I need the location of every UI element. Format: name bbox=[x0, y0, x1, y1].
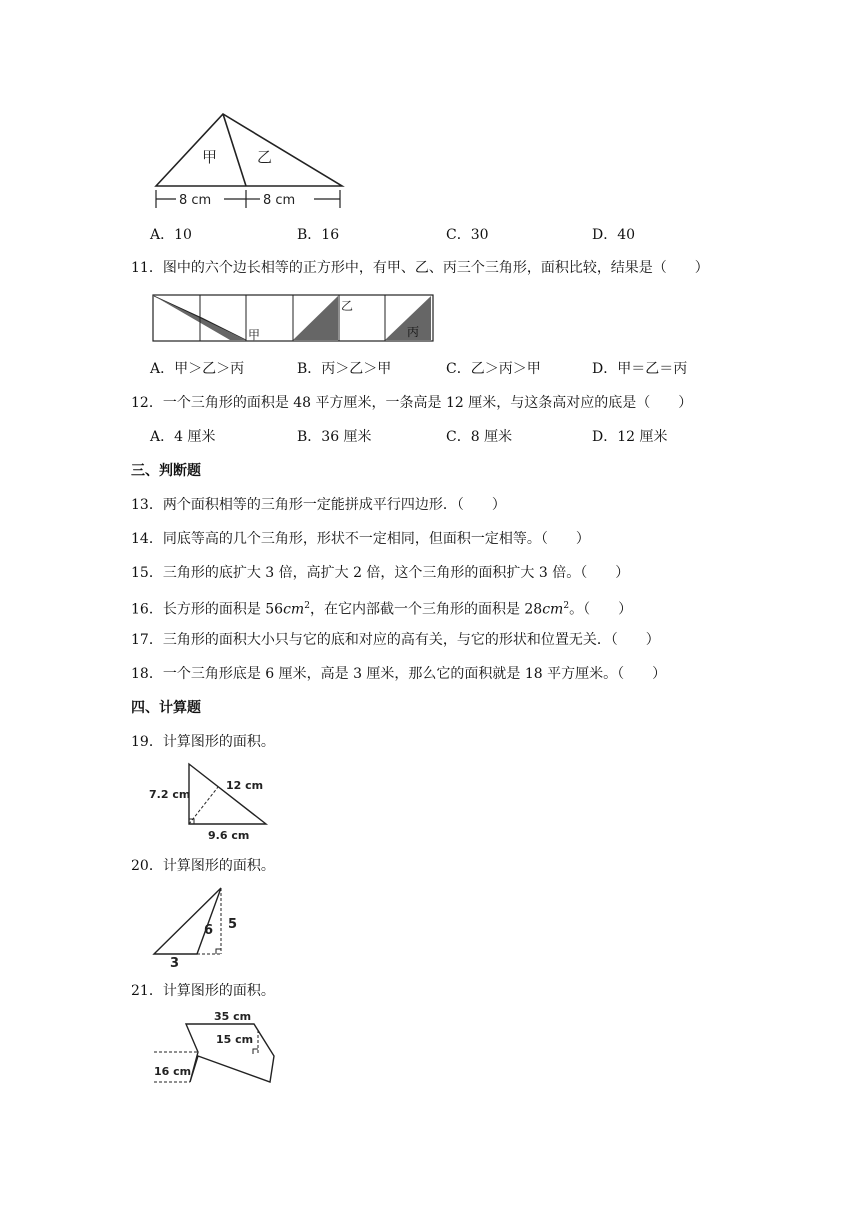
q12-option-b[interactable]: B．36 厘米 bbox=[297, 429, 372, 445]
section-title-judgement: 三、判断题 bbox=[131, 463, 201, 479]
q20-right-angle-mark bbox=[216, 949, 221, 954]
q16-sup-2: 2 bbox=[563, 601, 570, 611]
q12-option-a[interactable]: A．4 厘米 bbox=[150, 429, 216, 445]
q21-label-mid: 15 cm bbox=[216, 1033, 254, 1046]
q19-label-hyp: 12 cm bbox=[226, 779, 264, 792]
q10-big-triangle bbox=[156, 114, 342, 186]
q19-figure bbox=[146, 760, 272, 842]
q21-text: 21．计算图形的面积。 bbox=[131, 983, 275, 999]
q20-label-height: 5 bbox=[228, 917, 238, 932]
q11-option-c[interactable]: C．乙＞丙＞甲 bbox=[446, 361, 541, 377]
q16-part-a: 16．长方形的面积是 56 bbox=[131, 601, 284, 618]
q11-triangle-yi bbox=[293, 296, 338, 340]
q16-text bbox=[131, 597, 632, 619]
q18-text: 18．一个三角形底是 6 厘米，高是 3 厘米，那么它的面积就是 18 平方厘米。（ ） bbox=[131, 666, 667, 682]
q11-label-yi: 乙 bbox=[341, 299, 354, 313]
q10-option-b[interactable]: B．16 bbox=[297, 227, 340, 243]
q10-label-jia: 甲 bbox=[202, 148, 218, 166]
q21-label-side: 16 cm bbox=[154, 1065, 192, 1078]
q11-text: 11．图中的六个边长相等的正方形中，有甲、乙、丙三个三角形，面积比较，结果是（ ） bbox=[131, 260, 709, 276]
q10-dim-left: 8 cm bbox=[179, 193, 212, 208]
q10-option-a[interactable]: A．10 bbox=[150, 227, 192, 243]
q15-text: 15．三角形的底扩大 3 倍，高扩大 2 倍，这个三角形的面积扩大 3 倍。（ ） bbox=[131, 565, 630, 581]
q11-option-a[interactable]: A．甲＞乙＞丙 bbox=[150, 361, 245, 377]
q10-option-d[interactable]: D．40 bbox=[592, 227, 636, 243]
q20-figure bbox=[150, 884, 250, 968]
q12-options bbox=[150, 428, 750, 446]
section-title-calculation: 四、计算题 bbox=[131, 700, 201, 716]
q16-sup-1: 2 bbox=[304, 601, 310, 611]
q19-label-base: 9.6 cm bbox=[208, 829, 250, 842]
q17-text: 17．三角形的面积大小只与它的底和对应的高有关，与它的形状和位置无关．（ ） bbox=[131, 632, 660, 648]
q19-text: 19．计算图形的面积。 bbox=[131, 734, 275, 750]
q10-divider bbox=[223, 114, 246, 186]
q16-part-b: ，在它内部截一个三角形的面积是 28 bbox=[309, 601, 543, 618]
q19-label-side: 7.2 cm bbox=[149, 788, 191, 801]
q13-text: 13．两个面积相等的三角形一定能拼成平行四边形．（ ） bbox=[131, 497, 506, 513]
q12-option-d[interactable]: D．12 厘米 bbox=[592, 429, 668, 445]
q20-triangle bbox=[154, 888, 221, 954]
q19-triangle bbox=[189, 764, 266, 824]
q16-part-c: 。（ ） bbox=[569, 601, 633, 618]
q20-label-slant: 6 bbox=[204, 923, 214, 938]
q14-text: 14．同底等高的几个三角形，形状不一定相同，但面积一定相等。（ ） bbox=[131, 531, 590, 547]
q11-option-b[interactable]: B．丙＞乙＞甲 bbox=[297, 361, 392, 377]
q16-unit-1: cm bbox=[283, 601, 305, 618]
q16-unit-2: cm bbox=[542, 601, 564, 618]
q19-height-dashed bbox=[189, 787, 218, 824]
q11-option-d[interactable]: D．甲＝乙＝丙 bbox=[592, 361, 688, 377]
q21-right-angle-mark bbox=[253, 1049, 258, 1054]
q10-label-yi: 乙 bbox=[257, 148, 273, 166]
q11-options bbox=[150, 360, 750, 378]
q10-dim-right: 8 cm bbox=[263, 193, 296, 208]
q10-figure bbox=[150, 110, 346, 212]
q20-label-base: 3 bbox=[170, 956, 180, 968]
q20-text: 20．计算图形的面积。 bbox=[131, 858, 275, 874]
q11-label-bing: 丙 bbox=[407, 325, 420, 339]
q10-options bbox=[150, 226, 750, 244]
q11-label-jia: 甲 bbox=[248, 328, 261, 342]
q21-label-top: 35 cm bbox=[214, 1010, 252, 1023]
q10-option-c[interactable]: C．30 bbox=[446, 227, 489, 243]
q21-figure bbox=[150, 1008, 278, 1090]
q11-figure bbox=[152, 294, 434, 342]
q12-option-c[interactable]: C．8 厘米 bbox=[446, 429, 513, 445]
q12-text: 12．一个三角形的面积是 48 平方厘米，一条高是 12 厘米，与这条高对应的底是（ ） bbox=[131, 395, 693, 411]
